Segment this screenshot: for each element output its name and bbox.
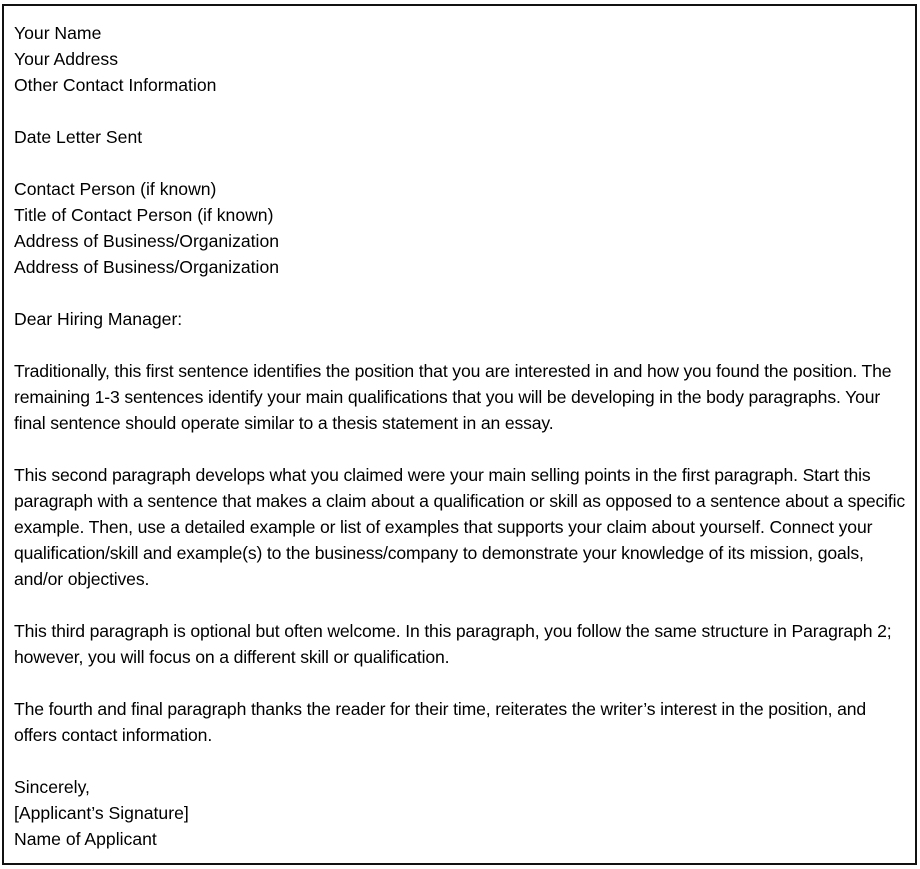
recipient-person: Contact Person (if known) xyxy=(14,179,217,199)
recipient-address-line-2: Address of Business/Organization xyxy=(14,257,280,277)
date-block xyxy=(14,124,909,150)
paragraph-4-text: The fourth and final paragraph thanks the reader for their time, reiterates the writer’s interest in the position, and offers contact information. xyxy=(14,699,867,745)
applicant-name: Name of Applicant xyxy=(14,829,157,849)
paragraph-1 xyxy=(14,358,909,436)
letter-template-frame xyxy=(2,4,917,865)
salutation-block xyxy=(14,306,909,332)
closing-block xyxy=(14,774,909,852)
paragraph-2-text: This second paragraph develops what you claimed were your main selling points in the first paragraph. Start this paragraph with a sentence that makes a claim about a qualification or skill as opposed to a sentence about a specific example. Then, use a detailed example or list of examples that supports your claim about yourself. Connect your qualification/skill and example(s) to the business/company to demonstrate your knowledge of its mission, goals, and/or objectives. xyxy=(14,465,906,589)
recipient-address-line-1: Address of Business/Organization xyxy=(14,231,280,251)
sender-name: Your Name xyxy=(14,23,102,43)
paragraph-3 xyxy=(14,618,909,670)
paragraph-3-text: This third paragraph is optional but often welcome. In this paragraph, you follow the same structure in Paragraph 2; however, you will focus on a different skill or qualification. xyxy=(14,621,892,667)
letter-date: Date Letter Sent xyxy=(14,127,143,147)
sender-contact: Other Contact Information xyxy=(14,75,217,95)
salutation: Dear Hiring Manager: xyxy=(14,309,183,329)
sender-block xyxy=(14,20,909,98)
recipient-block xyxy=(14,176,909,280)
applicant-signature: [Applicant’s Signature] xyxy=(14,803,189,823)
valediction: Sincerely, xyxy=(14,777,90,797)
paragraph-1-text: Traditionally, this first sentence identifies the position that you are interested in and how you found the position. The remaining 1-3 sentences identify your main qualifications that you will be developing in the body paragraphs. Your final sentence should operate similar to a thesis statement in an essay. xyxy=(14,361,892,433)
letter-body xyxy=(14,20,909,852)
recipient-title: Title of Contact Person (if known) xyxy=(14,205,274,225)
paragraph-4 xyxy=(14,696,909,748)
sender-address: Your Address xyxy=(14,49,119,69)
paragraph-2 xyxy=(14,462,909,592)
